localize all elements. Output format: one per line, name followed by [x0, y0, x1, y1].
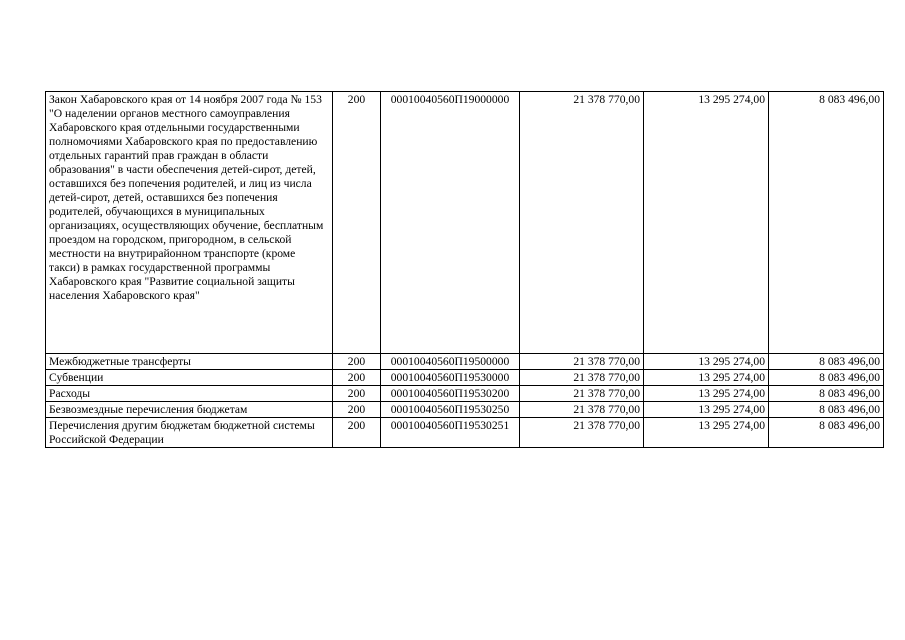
table-row	[46, 370, 884, 386]
row-name: Закон Хабаровского края от 14 ноября 2007 года № 153 "О наделении органов местного самоуправления Хабаровского края отдельными государственными полномочиями Хабаровского края по предоставлению отдельных гарантий прав граждан в области образования" в части обеспечения детей-сирот, детей, оставшихся без попечения родителей, и лиц из числа детей-сирот, детей, оставшихся без попечения родителей, обучающихся в муниципальных организациях, осуществляющих обучение, бесплатным проездом на городском, пригородном, в сельской местности на внутрирайонном транспорте (кроме такси) в рамках государственной программы Хабаровского края "Развитие социальной защиты населения Хабаровского края"	[46, 92, 333, 354]
row-target-code: 00010040560П19530251	[381, 418, 520, 448]
row-name: Субвенции	[46, 370, 333, 386]
row-executed-amount: 13 295 274,00	[644, 92, 769, 354]
row-remaining-amount: 8 083 496,00	[769, 354, 884, 370]
row-code: 200	[333, 354, 381, 370]
row-name: Расходы	[46, 386, 333, 402]
table-row	[46, 402, 884, 418]
row-remaining-amount: 8 083 496,00	[769, 402, 884, 418]
row-executed-amount: 13 295 274,00	[644, 386, 769, 402]
row-name: Безвозмездные перечисления бюджетам	[46, 402, 333, 418]
row-approved-amount: 21 378 770,00	[520, 418, 644, 448]
row-target-code: 00010040560П19500000	[381, 354, 520, 370]
row-target-code: 00010040560П19530250	[381, 402, 520, 418]
row-remaining-amount: 8 083 496,00	[769, 92, 884, 354]
row-name: Межбюджетные трансферты	[46, 354, 333, 370]
row-code: 200	[333, 402, 381, 418]
row-remaining-amount: 8 083 496,00	[769, 370, 884, 386]
row-remaining-amount: 8 083 496,00	[769, 386, 884, 402]
row-approved-amount: 21 378 770,00	[520, 370, 644, 386]
table-row	[46, 418, 884, 448]
row-approved-amount: 21 378 770,00	[520, 386, 644, 402]
table-row	[46, 354, 884, 370]
row-approved-amount: 21 378 770,00	[520, 354, 644, 370]
row-approved-amount: 21 378 770,00	[520, 92, 644, 354]
row-code: 200	[333, 370, 381, 386]
budget-table	[45, 91, 884, 448]
table-row	[46, 386, 884, 402]
row-code: 200	[333, 418, 381, 448]
row-executed-amount: 13 295 274,00	[644, 354, 769, 370]
row-approved-amount: 21 378 770,00	[520, 402, 644, 418]
row-executed-amount: 13 295 274,00	[644, 402, 769, 418]
row-executed-amount: 13 295 274,00	[644, 418, 769, 448]
row-name: Перечисления другим бюджетам бюджетной системы Российской Федерации	[46, 418, 333, 448]
row-target-code: 00010040560П19000000	[381, 92, 520, 354]
row-code: 200	[333, 386, 381, 402]
row-target-code: 00010040560П19530200	[381, 386, 520, 402]
row-remaining-amount: 8 083 496,00	[769, 418, 884, 448]
row-executed-amount: 13 295 274,00	[644, 370, 769, 386]
row-code: 200	[333, 92, 381, 354]
row-target-code: 00010040560П19530000	[381, 370, 520, 386]
table-row	[46, 92, 884, 354]
